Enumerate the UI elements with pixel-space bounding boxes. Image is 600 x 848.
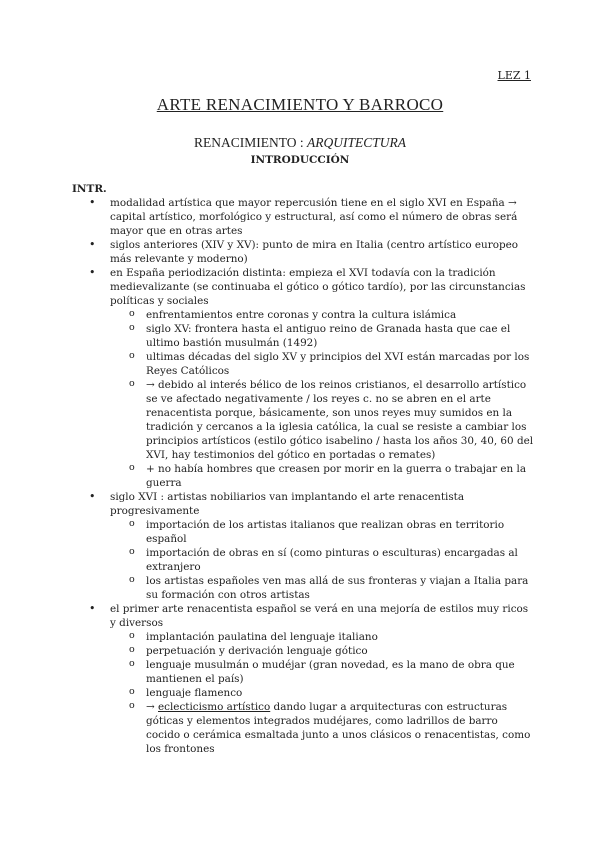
sub-list-item: o enfrentamientos entre coronas y contra la cultura islámica	[110, 308, 534, 322]
subtitle-italic: ARQUITECTURA	[307, 135, 406, 150]
bullet-text: siglo XVI : artistas nobiliarios van implantando el arte renacentista progresivamente	[110, 491, 465, 517]
list-item	[72, 490, 534, 602]
sub-list-item: o perpetuación y derivación lenguaje gótico	[110, 644, 534, 658]
list-item	[72, 238, 534, 266]
sub-list-item: o importación de los artistas italianos que realizan obras en territorio español	[110, 518, 534, 546]
sub-list-item: o ultimas décadas del siglo XV y principios del XVI están marcadas por los Reyes Católicos	[110, 350, 534, 378]
bullet-text: en España periodización distinta: empieza el XVI todavía con la tradición medievalizante (se continuaba el gótico o gótico tardío), por las circunstancias políticas y sociales	[110, 267, 526, 307]
underlined-term: eclecticismo artístico	[158, 701, 271, 713]
sub-list-item: o siglo XV: frontera hasta el antiguo reino de Granada hasta que cae el ultimo bastión musulmán (1492)	[110, 322, 534, 350]
bullet-text: el primer arte renacentista español se verá en una mejoría de estilos muy ricos y diversos	[110, 603, 529, 629]
section-heading: INTRODUCCIÓN	[250, 154, 350, 166]
sub-list-item	[110, 700, 534, 756]
sub-item-text: dando lugar a arquitecturas con estructuras góticas y elementos integrados mudéjares, como ladrillos de barro cocido o cerámica esmaltada junto a unos clásicos o renacentistas, como los frontones	[146, 701, 531, 755]
sub-list	[110, 630, 534, 756]
sub-list	[110, 518, 534, 602]
subtitle-prefix: RENACIMIENTO :	[194, 135, 307, 150]
arrow-prefix: →	[146, 701, 159, 713]
sub-list-item: o + no había hombres que creasen por morir en la guerra o trabajar en la guerra	[110, 462, 534, 490]
sub-list-item: o implantación paulatina del lenguaje italiano	[110, 630, 534, 644]
sub-list-item: o lenguaje musulmán o mudéjar (gran novedad, es la mano de obra que mantienen el país)	[110, 658, 534, 686]
intr-label: INTR.	[72, 183, 107, 195]
sub-list-item: o lenguaje flamenco	[110, 686, 534, 700]
list-item	[72, 196, 534, 238]
sub-list	[110, 308, 534, 490]
bullet-text: siglos anteriores (XIV y XV): punto de mira en Italia (centro artístico europeo más relevante y moderno)	[110, 239, 519, 265]
page-label: LEZ 1	[497, 69, 531, 82]
document-body	[72, 182, 534, 756]
sub-list-item: o → debido al interés bélico de los reinos cristianos, el desarrollo artístico se ve afectado negativamente / los reyes c. no se abren en el arte renacentista porque, básicamente, son unos reyes muy sumidos en la tradición y cercanos a la iglesia católica, la cual se resiste a cambiar los principios artísticos (estilo gótico isabelino / hasta los años 30, 40, 60 del XVI, hay testimonios del gótico en portadas o remates)	[110, 378, 534, 462]
list-item	[72, 602, 534, 756]
list-item	[72, 266, 534, 490]
sub-list-item: o importación de obras en sí (como pinturas o esculturas) encargadas al extranjero	[110, 546, 534, 574]
main-title: ARTE RENACIMIENTO Y BARROCO	[156, 95, 444, 114]
sub-list-item: o los artistas españoles ven mas allá de sus fronteras y viajan a Italia para su formación con otros artistas	[110, 574, 534, 602]
bullet-text: modalidad artística que mayor repercusión tiene en el siglo XVI en España → capital artístico, morfológico y estructural, así como el número de obras será mayor que en otras artes	[110, 197, 518, 237]
bullet-list	[72, 196, 534, 756]
subtitle	[0, 136, 600, 150]
